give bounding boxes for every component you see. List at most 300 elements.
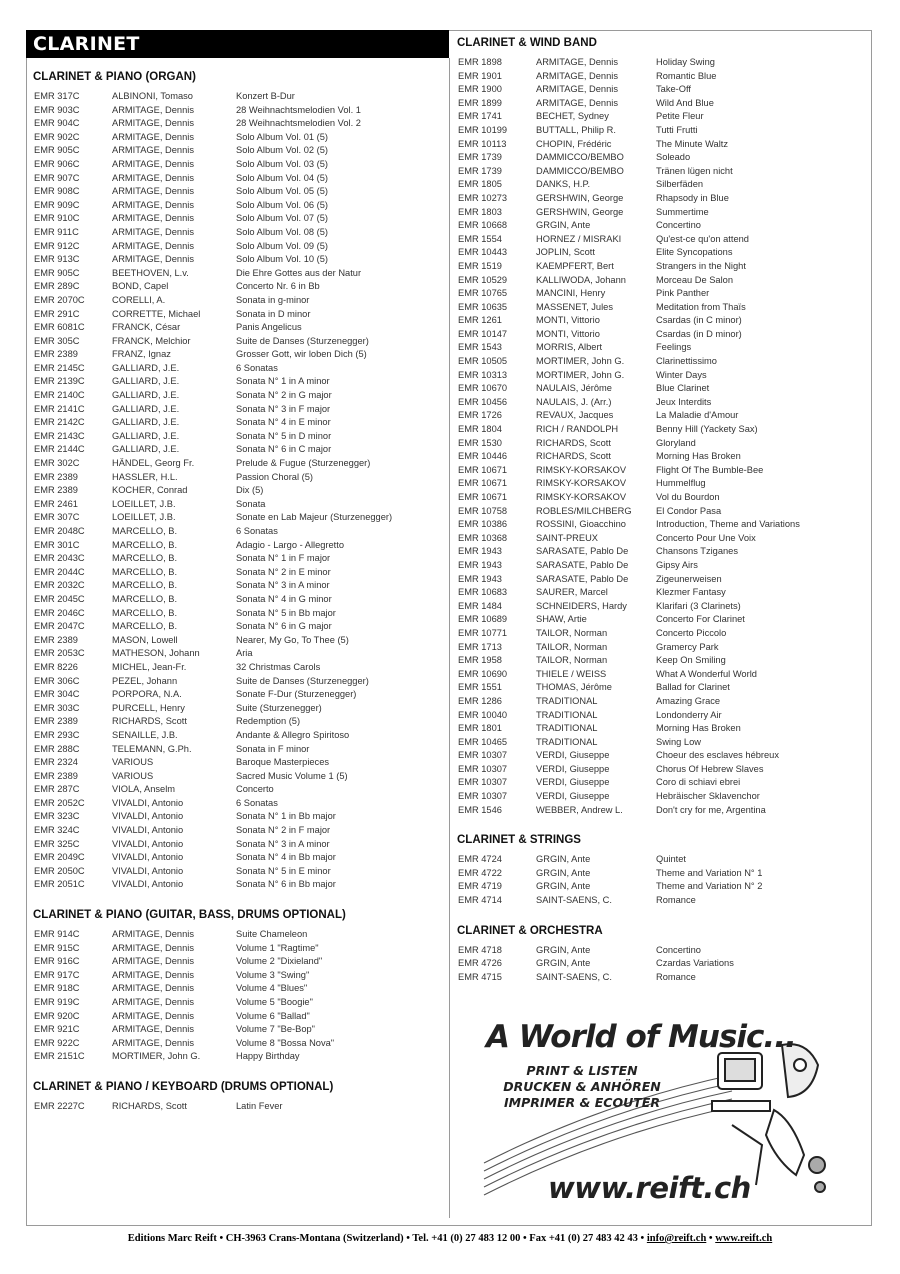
work-title: Soleado: [656, 152, 691, 163]
catalog-number: EMR 10683: [458, 587, 508, 598]
work-title: Grosser Gott, wir loben Dich (5): [236, 349, 367, 360]
catalog-number: EMR 10307: [458, 763, 508, 774]
catalog-number: EMR 324C: [34, 825, 80, 836]
catalog-number: EMR 909C: [34, 199, 80, 210]
composer: GRGIN, Ante: [536, 220, 591, 231]
composer: ARMITAGE, Dennis: [112, 983, 194, 994]
work-title: Sonata in F minor: [236, 743, 310, 754]
catalog-row: [26, 783, 449, 797]
composer: WEBBER, Andrew L.: [536, 804, 623, 815]
catalog-row: [26, 430, 449, 444]
work-title: Quintet: [656, 854, 686, 865]
catalog-number: EMR 2143C: [34, 430, 85, 441]
catalog-number: EMR 1546: [458, 804, 502, 815]
catalog-number: EMR 2052C: [34, 797, 85, 808]
catalog-number: EMR 10671: [458, 478, 508, 489]
ad-print-listen: PRINT & LISTEN: [526, 1063, 638, 1078]
catalog-number: EMR 289C: [34, 281, 80, 292]
work-title: Solo Album Vol. 09 (5): [236, 240, 328, 251]
catalog-number: EMR 8226: [34, 661, 78, 672]
work-title: Elite Syncopations: [656, 247, 733, 258]
catalog-row: [26, 634, 449, 648]
composer: SARASATE, Pablo De: [536, 546, 629, 557]
composer: MICHEL, Jean-Fr.: [112, 661, 187, 672]
catalog-number: EMR 306C: [34, 675, 80, 686]
catalog-row: [450, 56, 872, 70]
composer: HORNEZ / MISRAKI: [536, 233, 622, 244]
composer: GRGIN, Ante: [536, 944, 591, 955]
composer: TAILOR, Norman: [536, 627, 608, 638]
work-title: Solo Album Vol. 06 (5): [236, 199, 328, 210]
composer: LOEILLET, J.B.: [112, 498, 176, 509]
composer: ARMITAGE, Dennis: [536, 70, 618, 81]
catalog-number: EMR 4719: [458, 881, 502, 892]
composer: VERDI, Giuseppe: [536, 763, 610, 774]
composer: PURCELL, Henry: [112, 702, 185, 713]
composer: SHAW, Artie: [536, 614, 587, 625]
catalog-row: [450, 165, 872, 179]
work-title: Sonata N° 2 in G major: [236, 390, 332, 401]
catalog-number: EMR 2053C: [34, 648, 85, 659]
work-title: Volume 8 "Bossa Nova": [236, 1037, 335, 1048]
catalog-row: [26, 702, 449, 716]
composer: GALLIARD, J.E.: [112, 417, 180, 428]
catalog-row: [450, 178, 872, 192]
work-title: Suite de Danses (Sturzenegger): [236, 675, 369, 686]
catalog-number: EMR 1900: [458, 84, 502, 95]
work-title: Strangers in the Night: [656, 260, 746, 271]
catalog-number: EMR 906C: [34, 158, 80, 169]
catalog-number: EMR 307C: [34, 512, 80, 523]
catalog-row: [26, 511, 449, 525]
catalog-row: [450, 219, 872, 233]
composer: RIMSKY-KORSAKOV: [536, 478, 627, 489]
catalog-number: EMR 10758: [458, 505, 508, 516]
catalog-number: EMR 2070C: [34, 294, 85, 305]
catalog-number: EMR 1726: [458, 410, 502, 421]
catalog-row: [450, 491, 872, 505]
catalog-number: EMR 2389: [34, 471, 78, 482]
work-title: Passion Choral (5): [236, 471, 313, 482]
footer-email-link[interactable]: info@reift.ch: [646, 1233, 707, 1244]
catalog-number: EMR 10040: [458, 709, 508, 720]
catalog-number: EMR 905C: [34, 267, 80, 278]
catalog-row: [450, 763, 872, 777]
composer: ARMITAGE, Dennis: [112, 199, 194, 210]
catalog-row: [450, 971, 872, 985]
work-title: Petite Fleur: [656, 111, 704, 122]
catalog-row: [26, 1100, 449, 1114]
composer: TELEMANN, G.Ph.: [112, 743, 192, 754]
composer: TRADITIONAL: [536, 695, 598, 706]
catalog-row: [26, 104, 449, 118]
catalog-row: [26, 593, 449, 607]
catalog-row: [26, 1050, 449, 1064]
work-title: Clarinettissimo: [656, 356, 717, 367]
composer: KOCHER, Conrad: [112, 485, 188, 496]
composer: MORRIS, Albert: [536, 342, 603, 353]
composer: GALLIARD, J.E.: [112, 444, 180, 455]
catalog-row: [26, 756, 449, 770]
catalog-number: EMR 1805: [458, 179, 502, 190]
catalog-row: [26, 280, 449, 294]
work-title: Volume 1 "Ragtime": [236, 942, 319, 953]
catalog-number: EMR 4724: [458, 854, 502, 865]
catalog-number: EMR 305C: [34, 335, 80, 346]
work-title: Concerto: [236, 784, 274, 795]
work-title: 6 Sonatas: [236, 797, 278, 808]
catalog-row: [450, 880, 872, 894]
catalog-row: [450, 586, 872, 600]
composer: TRADITIONAL: [536, 709, 598, 720]
composer: NAULAIS, Jérôme: [536, 383, 612, 394]
catalog-row: [450, 559, 872, 573]
catalog-number: EMR 10668: [458, 220, 508, 231]
catalog-row: [450, 151, 872, 165]
composer: PORPORA, N.A.: [112, 689, 182, 700]
catalog-number: EMR 4715: [458, 971, 502, 982]
work-title: El Condor Pasa: [656, 505, 722, 516]
catalog-number: EMR 302C: [34, 458, 80, 469]
catalog-row: [450, 894, 872, 908]
catalog-number: EMR 10635: [458, 301, 508, 312]
catalog-row: [26, 348, 449, 362]
work-title: Tutti Frutti: [656, 124, 698, 135]
catalog-number: EMR 1530: [458, 437, 502, 448]
catalog-row: [450, 957, 872, 971]
catalog-row: [450, 867, 872, 881]
catalog-number: EMR 10771: [458, 627, 508, 638]
catalog-number: EMR 2389: [34, 349, 78, 360]
work-title: Keep On Smiling: [656, 655, 726, 666]
composer: ARMITAGE, Dennis: [112, 145, 194, 156]
catalog-row: [26, 729, 449, 743]
catalog-number: EMR 1484: [458, 600, 502, 611]
work-title: Suite (Sturzenegger): [236, 702, 322, 713]
work-title: Feelings: [656, 342, 692, 353]
catalog-row: [26, 212, 449, 226]
composer: JOPLIN, Scott: [536, 247, 595, 258]
work-title: Solo Album Vol. 08 (5): [236, 226, 328, 237]
catalog-number: EMR 303C: [34, 702, 80, 713]
work-title: Volume 2 "Dixieland": [236, 956, 323, 967]
catalog-number: EMR 10368: [458, 532, 508, 543]
catalog-row: [26, 715, 449, 729]
work-title: Meditation from Thaïs: [656, 301, 746, 312]
work-title: Sonata N° 1 in Bb major: [236, 811, 336, 822]
work-title: Sonata N° 5 in D minor: [236, 430, 332, 441]
composer: NAULAIS, J. (Arr.): [536, 396, 612, 407]
catalog-row: [26, 824, 449, 838]
catalog-row: [26, 172, 449, 186]
work-title: Gipsy Airs: [656, 559, 698, 570]
catalog-number: EMR 2032C: [34, 580, 85, 591]
catalog-row: [450, 138, 872, 152]
catalog-number: EMR 2050C: [34, 865, 85, 876]
composer: ROBLES/MILCHBERG: [536, 505, 632, 516]
catalog-row: [450, 532, 872, 546]
composer: ROSSINI, Gioacchino: [536, 519, 626, 530]
work-title: Vol du Bourdon: [656, 492, 720, 502]
composer: GERSHWIN, George: [536, 206, 624, 217]
catalog-number: EMR 10443: [458, 247, 508, 258]
composer: ARMITAGE, Dennis: [112, 969, 194, 980]
work-title: Sacred Music Volume 1 (5): [236, 770, 348, 781]
work-title: Sonata N° 6 in C major: [236, 444, 332, 455]
work-title: Volume 3 "Swing": [236, 969, 310, 980]
composer: SENAILLE, J.B.: [112, 729, 178, 740]
catalog-row: [26, 566, 449, 580]
work-title: Romantic Blue: [656, 70, 717, 81]
work-title: Csardas (in D minor): [656, 328, 742, 339]
left-column: [26, 30, 449, 1114]
catalog-row: [26, 525, 449, 539]
composer: VIVALDI, Antonio: [112, 811, 184, 822]
catalog-row: [26, 770, 449, 784]
catalog-row: [26, 457, 449, 471]
composer: CORELLI, A.: [112, 294, 166, 305]
catalog-number: EMR 1286: [458, 695, 502, 706]
composer: BEETHOVEN, L.v.: [112, 267, 189, 278]
right-sections: [450, 30, 872, 984]
catalog-number: EMR 2044C: [34, 566, 85, 577]
computer-cartoon-icon: [712, 1044, 825, 1192]
catalog-number: EMR 10529: [458, 274, 508, 285]
work-title: Sonata in g-minor: [236, 294, 310, 305]
catalog-row: [450, 654, 872, 668]
work-title: Sonata N° 4 in E minor: [236, 417, 331, 428]
catalog-row: [26, 865, 449, 879]
reift-advertisement[interactable]: [482, 1015, 834, 1215]
catalog-row: [450, 328, 872, 342]
category-banner: CLARINET: [26, 30, 449, 58]
footer-website-link[interactable]: www.reift.ch: [715, 1233, 773, 1244]
work-title: Chorus Of Hebrew Slaves: [656, 763, 764, 774]
catalog-number: EMR 1943: [458, 559, 502, 570]
work-title: Sonata N° 2 in F major: [236, 825, 331, 836]
work-title: What A Wonderful World: [656, 668, 757, 679]
catalog-row: [26, 851, 449, 865]
catalog-row: [26, 375, 449, 389]
composer: ARMITAGE, Dennis: [112, 942, 194, 953]
catalog-row: [450, 355, 872, 369]
catalog-row: [26, 240, 449, 254]
catalog-number: EMR 10465: [458, 736, 508, 747]
composer: SARASATE, Pablo De: [536, 559, 629, 570]
catalog-number: EMR 1898: [458, 57, 502, 67]
catalog-row: [26, 226, 449, 240]
catalog-number: EMR 2389: [34, 716, 78, 727]
work-title: Klezmer Fantasy: [656, 587, 726, 598]
composer: ARMITAGE, Dennis: [112, 929, 194, 940]
catalog-row: [26, 743, 449, 757]
composer: MANCINI, Henry: [536, 288, 606, 299]
work-title: Concerto Pour Une Voix: [656, 532, 756, 543]
work-title: Solo Album Vol. 04 (5): [236, 172, 328, 183]
catalog-row: [450, 233, 872, 247]
work-title: Sonata N° 3 in A minor: [236, 838, 330, 849]
catalog-number: EMR 323C: [34, 811, 80, 822]
work-title: Coro di schiavi ebrei: [656, 777, 741, 788]
catalog-number: EMR 1261: [458, 315, 502, 326]
catalog-row: [450, 70, 872, 84]
catalog-row: [26, 838, 449, 852]
catalog-row: [26, 443, 449, 457]
catalog-row: [26, 389, 449, 403]
catalog-row: [450, 97, 872, 111]
catalog-row: [26, 552, 449, 566]
catalog-number: EMR 301C: [34, 539, 80, 550]
work-title: Flight Of The Bumble-Bee: [656, 464, 764, 475]
catalog-row: [450, 505, 872, 519]
work-title: Aria: [236, 648, 253, 659]
catalog-number: EMR 10671: [458, 492, 508, 502]
catalog-number: EMR 1958: [458, 655, 502, 666]
composer: VERDI, Giuseppe: [536, 777, 610, 788]
composer: TAILOR, Norman: [536, 641, 608, 652]
catalog-number: EMR 1713: [458, 641, 502, 652]
composer: VERDI, Giuseppe: [536, 791, 610, 802]
catalog-number: EMR 10670: [458, 383, 508, 394]
composer: VIVALDI, Antonio: [112, 852, 184, 863]
work-title: Sonata N° 2 in E minor: [236, 566, 331, 577]
catalog-number: EMR 2324: [34, 757, 78, 768]
catalog-row: [450, 464, 872, 478]
catalog-row: [450, 749, 872, 763]
ad-website-url[interactable]: www.reift.ch: [548, 1171, 751, 1205]
catalog-number: EMR 10689: [458, 614, 508, 625]
catalog-row: [450, 423, 872, 437]
catalog-row: [26, 797, 449, 811]
catalog-row: [450, 314, 872, 328]
section-title: CLARINET & ORCHESTRA: [457, 924, 603, 937]
catalog-number: EMR 1554: [458, 233, 502, 244]
composer: GALLIARD, J.E.: [112, 430, 180, 441]
catalog-row: [26, 484, 449, 498]
composer: MARCELLO, B.: [112, 526, 178, 536]
catalog-row: [26, 942, 449, 956]
work-title: Tränen lügen nicht: [656, 165, 733, 176]
catalog-number: EMR 1741: [458, 111, 502, 122]
catalog-number: EMR 4726: [458, 958, 502, 969]
work-title: Sonata: [236, 498, 266, 509]
composer: GRGIN, Ante: [536, 958, 591, 969]
work-title: Concertino: [656, 220, 701, 231]
catalog-number: EMR 317C: [34, 91, 80, 101]
composer: ARMITAGE, Dennis: [112, 172, 194, 183]
composer: HASSLER, H.L.: [112, 471, 178, 482]
work-title: Romance: [656, 971, 696, 982]
catalog-number: EMR 2227C: [34, 1100, 85, 1111]
catalog-number: EMR 2045C: [34, 593, 85, 604]
catalog-section: [450, 30, 872, 817]
composer: VIVALDI, Antonio: [112, 838, 184, 849]
catalog-number: EMR 1543: [458, 342, 502, 353]
composer: RICHARDS, Scott: [536, 451, 611, 462]
work-title: Sonate en Lab Majeur (Sturzenegger): [236, 512, 393, 523]
catalog-number: EMR 908C: [34, 186, 80, 197]
work-title: Jeux Interdits: [656, 396, 712, 407]
catalog-number: EMR 1739: [458, 165, 502, 176]
catalog-row: [450, 790, 872, 804]
catalog-row: [450, 695, 872, 709]
catalog-row: [26, 1023, 449, 1037]
catalog-row: [26, 403, 449, 417]
catalog-number: EMR 2140C: [34, 390, 85, 401]
composer: CHOPIN, Frédéric: [536, 138, 612, 149]
catalog-section: [26, 58, 449, 892]
composer: RIMSKY-KORSAKOV: [536, 464, 627, 475]
work-title: La Maladie d'Amour: [656, 410, 739, 421]
work-title: Swing Low: [656, 736, 701, 747]
work-title: Blue Clarinet: [656, 383, 710, 394]
work-title: Romance: [656, 895, 696, 906]
work-title: Die Ehre Gottes aus der Natur: [236, 267, 362, 278]
composer: GALLIARD, J.E.: [112, 362, 180, 373]
catalog-number: EMR 2141C: [34, 403, 85, 414]
composer: RICHARDS, Scott: [536, 437, 611, 448]
catalog-number: EMR 920C: [34, 1010, 80, 1021]
work-title: Concertino: [656, 944, 701, 955]
catalog-section: [26, 892, 449, 1064]
work-title: Hummelflug: [656, 478, 706, 489]
catalog-row: [26, 688, 449, 702]
work-title: Introduction, Theme and Variations: [656, 519, 800, 530]
work-title: Summertime: [656, 206, 709, 217]
work-title: Sonata N° 4 in G minor: [236, 593, 332, 604]
work-title: Csardas (in C minor): [656, 315, 742, 326]
catalog-number: EMR 2389: [34, 770, 78, 781]
composer: BUTTALL, Philip R.: [536, 124, 616, 135]
composer: ARMITAGE, Dennis: [112, 1024, 194, 1035]
catalog-number: EMR 291C: [34, 308, 80, 319]
catalog-number: EMR 2046C: [34, 607, 85, 618]
composer: RICH / RANDOLPH: [536, 424, 619, 435]
composer: GERSHWIN, George: [536, 192, 624, 203]
section-title: CLARINET & PIANO (GUITAR, BASS, DRUMS OPTIONAL): [33, 909, 346, 922]
catalog-row: [26, 294, 449, 308]
footer-separator: •: [706, 1233, 716, 1244]
catalog-number: EMR 907C: [34, 172, 80, 183]
composer: RICHARDS, Scott: [112, 716, 187, 727]
catalog-row: [450, 518, 872, 532]
work-title: Rhapsody in Blue: [656, 192, 729, 203]
catalog-row: [450, 341, 872, 355]
catalog-number: EMR 10307: [458, 777, 508, 788]
work-title: Take-Off: [656, 84, 691, 95]
work-title: Prelude & Fugue (Sturzenegger): [236, 458, 371, 469]
catalog-number: EMR 4714: [458, 895, 502, 906]
work-title: Volume 6 "Ballad": [236, 1010, 310, 1021]
section-title: CLARINET & STRINGS: [457, 834, 581, 847]
catalog-number: EMR 287C: [34, 784, 80, 795]
catalog-number: EMR 10147: [458, 328, 508, 339]
work-title: Morning Has Broken: [656, 451, 741, 462]
work-title: Pink Panther: [656, 288, 710, 299]
catalog-row: [450, 736, 872, 750]
composer: ARMITAGE, Dennis: [112, 104, 194, 115]
work-title: Gloryland: [656, 437, 696, 448]
composer: ARMITAGE, Dennis: [112, 254, 194, 265]
composer: MARCELLO, B.: [112, 566, 178, 577]
catalog-row: [450, 545, 872, 559]
catalog-number: EMR 2145C: [34, 362, 85, 373]
catalog-number: EMR 913C: [34, 254, 80, 265]
work-title: The Minute Waltz: [656, 138, 728, 149]
catalog-row: [450, 437, 872, 451]
catalog-number: EMR 4722: [458, 867, 502, 878]
catalog-row: [450, 641, 872, 655]
